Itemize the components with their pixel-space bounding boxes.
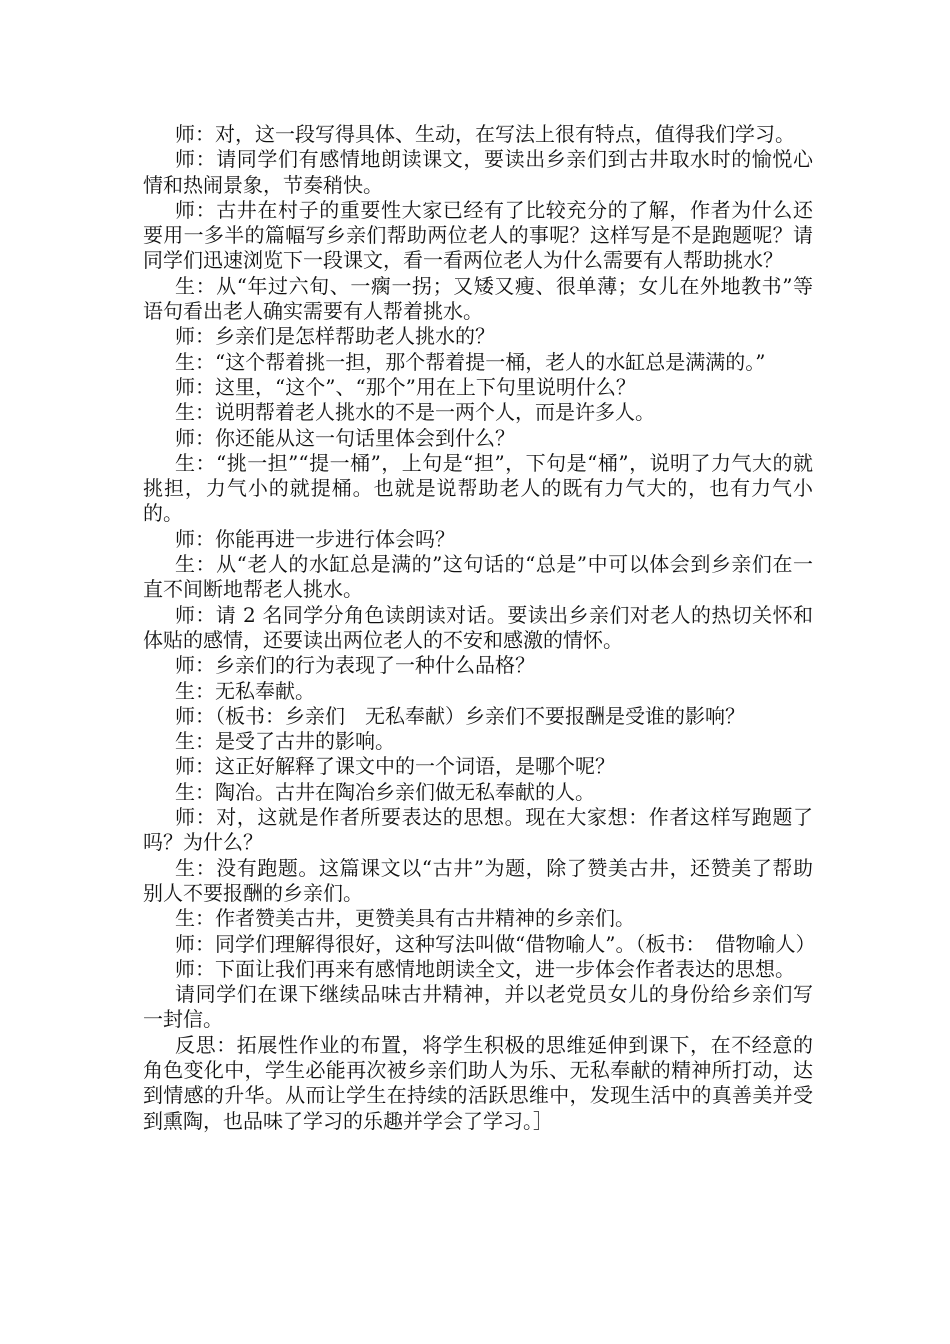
document-body: [143, 122, 816, 1134]
paragraph-2: 师：请同学们有感情地朗读课文，要读出乡亲们到古井取水时的愉悦心情和热闹景象，节奏稍快。: [143, 147, 813, 197]
paragraph-11: 师：你能再进一步进行体会吗？: [175, 526, 455, 551]
paragraph-14: 师：乡亲们的行为表现了一种什么品格？: [175, 653, 535, 678]
paragraph-18: 师：这正好解释了课文中的一个词语，是哪个呢？: [175, 754, 615, 779]
paragraph-9: 师：你还能从这一句话里体会到什么？: [175, 425, 515, 450]
paragraph-24: 师：下面让我们再来有感情地朗读全文，进一步体会作者表达的思想。: [175, 956, 795, 981]
paragraph-26: 反思：拓展性作业的布置，将学生积极的思维延伸到课下，在不经意的角色变化中，学生必能再次被乡亲们助人为乐、无私奉献的精神所打动，达到情感的升华。从而让学生在持续的活跃思维中，发现生活中的真善美并受到熏陶，也品味了学习的乐趣并学会了学习。］: [143, 1032, 813, 1133]
paragraph-20: 师：对，这就是作者所要表达的思想。现在大家想：作者这样写跑题了吗？为什么？: [143, 805, 813, 855]
paragraph-13: 师：请 2 名同学分角色读朗读对话。要读出乡亲们对老人的热切关怀和体贴的感情，还要读出两位老人的不安和感激的情怀。: [143, 602, 813, 652]
paragraph-1: 师：对，这一段写得具体、生动，在写法上很有特点，值得我们学习。: [175, 122, 795, 146]
paragraph-10: 生：“挑一担”“提一桶”，上句是“担”，下句是“桶”，说明了力气大的就挑担，力气小的就提桶。也就是说帮助老人的既有力气大的，也有力气小的。: [143, 450, 813, 526]
paragraph-22: 生：作者赞美古井，更赞美具有古井精神的乡亲们。: [175, 906, 635, 931]
paragraph-21: 生：没有跑题。这篇课文以“古井”为题，除了赞美古井，还赞美了帮助别人不要报酬的乡亲们。: [143, 855, 813, 905]
paragraph-15: 生：无私奉献。: [175, 678, 315, 703]
paragraph-6: 生：“这个帮着挑一担，那个帮着提一桶，老人的水缸总是满满的。”: [175, 349, 766, 374]
paragraph-23: 师：同学们理解得很好，这种写法叫做“借物喻人”。（板书： 借物喻人）: [175, 931, 816, 956]
paragraph-7: 师：这里，“这个”、“那个”用在上下句里说明什么？: [175, 374, 636, 399]
paragraph-12: 生：从“老人的水缸总是满的”这句话的“总是”中可以体会到乡亲们在一直不间断地帮老人挑水。: [143, 552, 813, 602]
paragraph-25: 请同学们在课下继续品味古井精神，并以老党员女儿的身份给乡亲们写一封信。: [143, 982, 813, 1032]
paragraph-19: 生：陶冶。古井在陶冶乡亲们做无私奉献的人。: [175, 779, 595, 804]
paragraph-16: 师：（板书：乡亲们 无私奉献）乡亲们不要报酬是受谁的影响？: [175, 703, 745, 728]
paragraph-4: 生：从“年过六旬、一瘸一拐；又矮又瘦、很单薄；女儿在外地教书”等语句看出老人确实需要有人帮着挑水。: [143, 273, 813, 324]
paragraph-3: 师：古井在村子的重要性大家已经有了比较充分的了解，作者为什么还要用一多半的篇幅写乡亲们帮助两位老人的事呢？这样写是不是跑题呢？请同学们迅速浏览下一段课文，看一看两位老人为什么需要有人帮助挑水？: [143, 197, 813, 273]
paragraph-8: 生：说明帮着老人挑水的不是一两个人，而是许多人。: [175, 400, 655, 425]
paragraph-5: 师：乡亲们是怎样帮助老人挑水的？: [175, 324, 495, 349]
paragraph-17: 生：是受了古井的影响。: [175, 729, 395, 754]
